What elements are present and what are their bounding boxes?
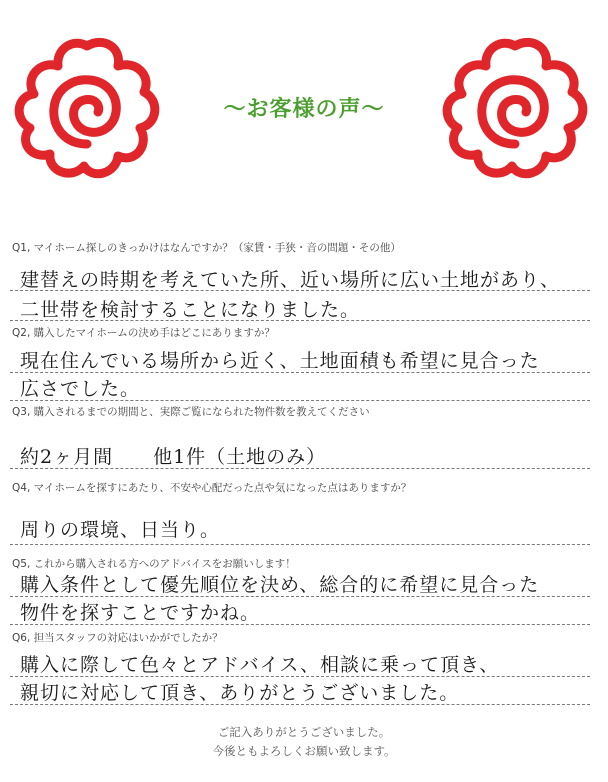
footer-thanks: ご記入ありがとうございました。 bbox=[217, 725, 391, 739]
answer-3-line-1: 約2ヶ月間 他1件（土地のみ） bbox=[20, 446, 327, 468]
question-2: Q2, 購入したマイホームの決め手はどこにありますか？ bbox=[12, 327, 275, 339]
answer-2-line-2: 広さでした。 bbox=[20, 378, 141, 400]
answer-1-line-2: 二世帯を検討することになりました。 bbox=[20, 299, 361, 321]
answer-4-line-1: 周りの環境、日当り。 bbox=[20, 519, 221, 541]
answer-rule bbox=[10, 468, 590, 469]
answer-rule bbox=[10, 290, 590, 291]
page-title: ～お客様の声～ bbox=[223, 97, 385, 122]
question-5: Q5, これから購入される方へのアドバイスをお願いします！ bbox=[12, 558, 296, 570]
question-6: Q6, 担当スタッフの対応はいかがでしたか？ bbox=[12, 632, 223, 644]
answer-1-line-1: 建替えの時期を考えていた所、近い場所に広い土地があり、 bbox=[20, 269, 561, 291]
question-1: Q1, マイホーム探しのきっかけはなんですか？（家賃・手狭・音の問題・その他） bbox=[12, 242, 401, 254]
answer-rule bbox=[10, 400, 590, 401]
answer-5-line-1: 購入条件として優先順位を決め、総合的に希望に見合った bbox=[20, 574, 540, 596]
answer-rule bbox=[10, 372, 590, 373]
answer-6-line-2: 親切に対応して頂き、ありがとうございました。 bbox=[20, 682, 460, 704]
answer-rule bbox=[10, 596, 590, 597]
answer-rule bbox=[10, 704, 590, 705]
answer-rule bbox=[10, 320, 590, 321]
answer-rule bbox=[10, 676, 590, 677]
question-3: Q3, 購入されるまでの期間と、実際ご覧になられた物件数を教えてください bbox=[12, 406, 370, 418]
answer-6-line-1: 購入に際して色々とアドバイス、相談に乗って頂き、 bbox=[20, 654, 500, 676]
answer-5-line-2: 物件を探すことですかね。 bbox=[20, 602, 261, 624]
footer-regards: 今後ともよろしくお願い致します。 bbox=[212, 744, 396, 758]
answer-rule bbox=[10, 624, 590, 625]
answer-2-line-1: 現在住んでいる場所から近く、土地面積も希望に見合った bbox=[20, 350, 540, 372]
answer-rule bbox=[10, 544, 590, 545]
question-4: Q4, マイホームを探すにあたり、不安や心配だった点や気になった点はありますか？ bbox=[12, 482, 412, 494]
